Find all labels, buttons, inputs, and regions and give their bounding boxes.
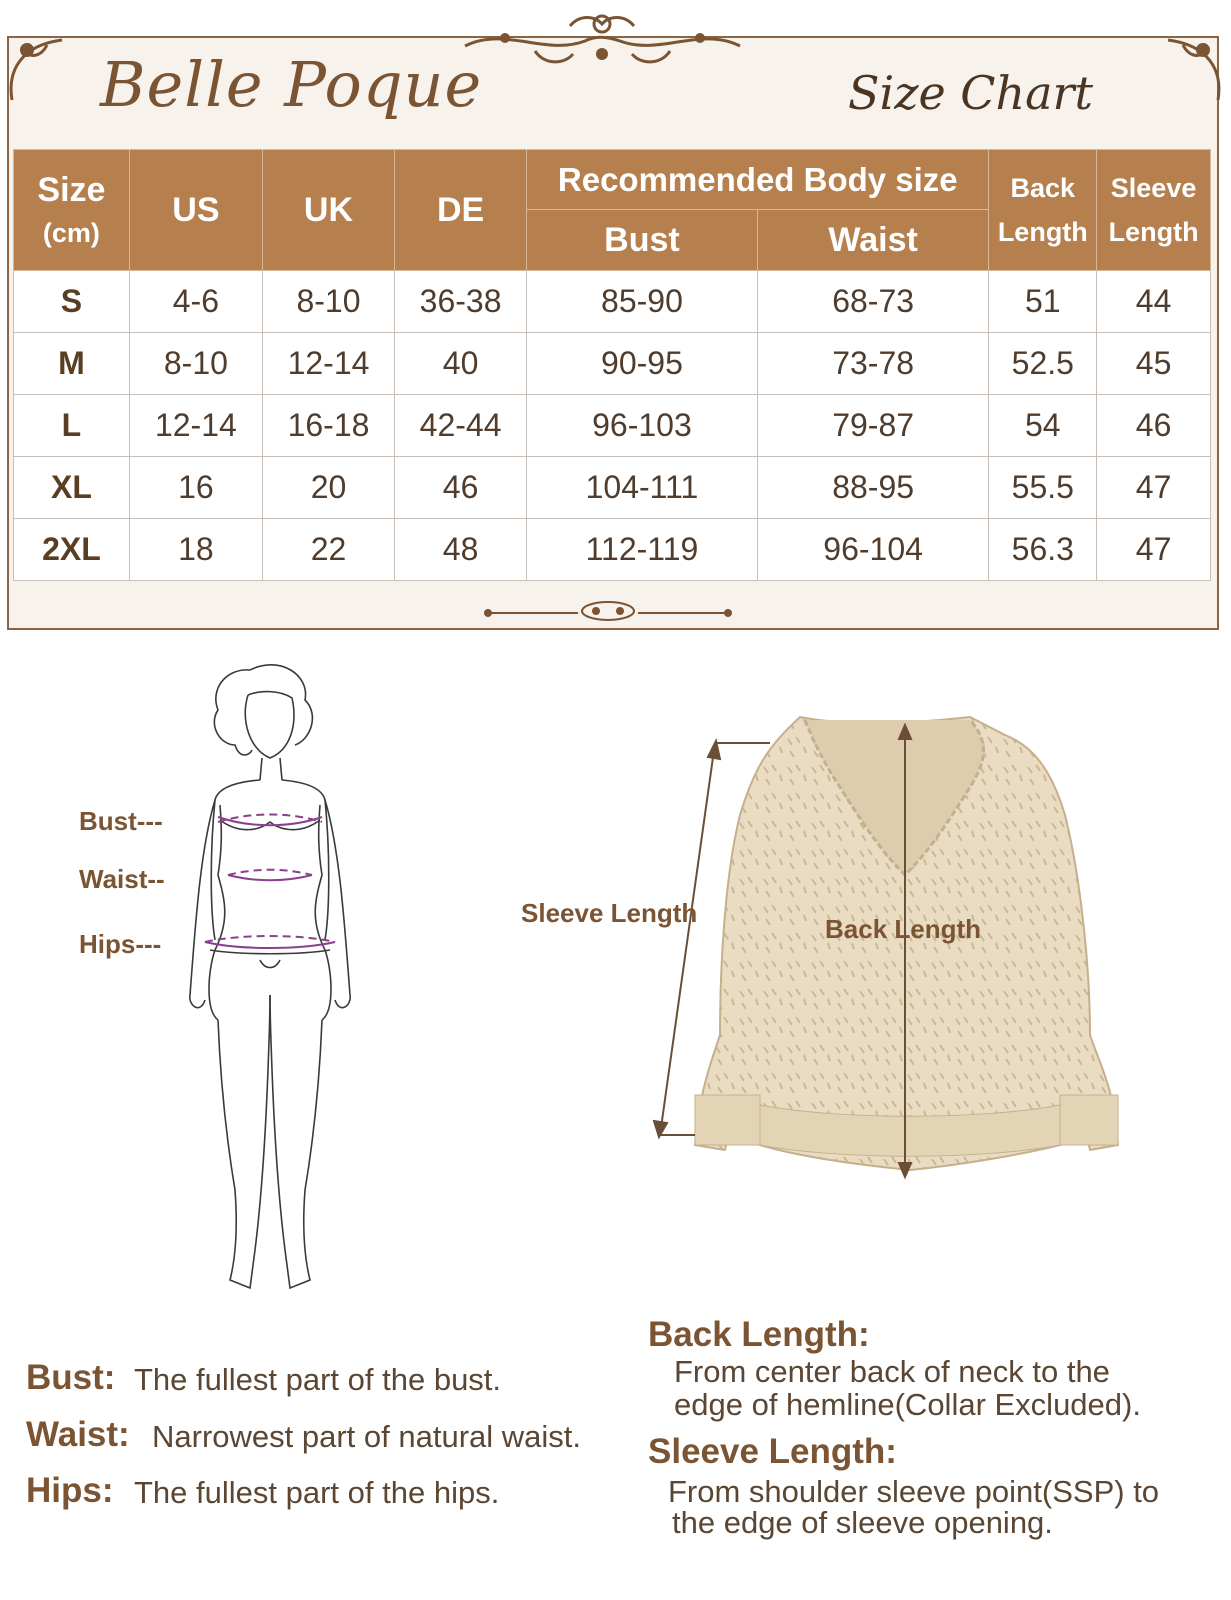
header-us: US (129, 150, 262, 271)
table-cell: 40 (395, 333, 527, 395)
table-cell: 47 (1097, 457, 1211, 519)
bust-definition-text: The fullest part of the bust. (134, 1362, 502, 1397)
header-back-length: Back Length (989, 150, 1097, 271)
waist-definition-text: Narrowest part of natural waist. (152, 1419, 582, 1454)
header-uk: UK (262, 150, 394, 271)
table-cell: 36-38 (395, 271, 527, 333)
waist-label: Waist-- (79, 864, 165, 894)
header-recommended: Recommended Body size (527, 150, 989, 210)
table-cell: 73-78 (757, 333, 989, 395)
table-cell: 12-14 (262, 333, 394, 395)
hips-label: Hips--- (79, 929, 162, 959)
size-cell: 2XL (14, 519, 130, 581)
table-cell: 46 (395, 457, 527, 519)
table-cell: 56.3 (989, 519, 1097, 581)
header-bust: Bust (527, 210, 758, 271)
table-cell: 79-87 (757, 395, 989, 457)
bust-definition-term: Bust: (26, 1358, 116, 1397)
flourish-ornament-top (445, 6, 760, 72)
table-cell: 96-104 (757, 519, 989, 581)
header-de: DE (395, 150, 527, 271)
body-figure-illustration (180, 650, 360, 1300)
header-waist: Waist (757, 210, 989, 271)
table-cell: 52.5 (989, 333, 1097, 395)
table-row (14, 271, 1211, 333)
back-length-definition-term: Back Length: (648, 1315, 870, 1354)
sleeve-length-definition-term: Sleeve Length: (648, 1432, 897, 1471)
header-sleeve-length: Sleeve Length (1097, 150, 1211, 271)
hips-definition-text: The fullest part of the hips. (134, 1475, 500, 1510)
table-cell: 20 (262, 457, 394, 519)
table-row (14, 519, 1211, 581)
corner-ornament-left (2, 30, 82, 110)
size-cell: XL (14, 457, 130, 519)
table-cell: 88-95 (757, 457, 989, 519)
table-cell: 55.5 (989, 457, 1097, 519)
table-cell: 8-10 (129, 333, 262, 395)
table-cell: 96-103 (527, 395, 758, 457)
back-length-definition-line-1: From center back of neck to the (674, 1354, 1110, 1389)
hips-definition-term: Hips: (26, 1471, 114, 1510)
table-cell: 44 (1097, 271, 1211, 333)
brand-logo: Belle Poque (100, 48, 483, 121)
corner-ornament-right (1148, 30, 1228, 110)
table-cell: 85-90 (527, 271, 758, 333)
table-cell: 4-6 (129, 271, 262, 333)
flourish-ornament-bottom (478, 598, 738, 628)
table-cell: 8-10 (262, 271, 394, 333)
table-cell: 45 (1097, 333, 1211, 395)
table-cell: 48 (395, 519, 527, 581)
sleeve-length-definition-line-1: From shoulder sleeve point(SSP) to (668, 1474, 1160, 1509)
back-length-label: Back Length (825, 914, 982, 944)
table-cell: 16 (129, 457, 262, 519)
table-row (14, 333, 1211, 395)
table-cell: 68-73 (757, 271, 989, 333)
table-cell: 22 (262, 519, 394, 581)
size-cell: S (14, 271, 130, 333)
table-cell: 47 (1097, 519, 1211, 581)
waist-definition-term: Waist: (26, 1415, 130, 1454)
table-cell: 46 (1097, 395, 1211, 457)
table-cell: 112-119 (527, 519, 758, 581)
size-table (13, 149, 1211, 581)
table-cell: 104-111 (527, 457, 758, 519)
sleeve-length-label: Sleeve Length (521, 898, 698, 928)
table-row (14, 395, 1211, 457)
page-title: Size Chart (848, 66, 1094, 120)
cardigan-illustration (640, 705, 1130, 1185)
table-row (14, 457, 1211, 519)
table-cell: 54 (989, 395, 1097, 457)
size-cell: M (14, 333, 130, 395)
bust-label: Bust--- (79, 806, 163, 836)
table-cell: 18 (129, 519, 262, 581)
table-cell: 42-44 (395, 395, 527, 457)
table-cell: 90-95 (527, 333, 758, 395)
table-cell: 51 (989, 271, 1097, 333)
back-length-definition-line-2: edge of hemline(Collar Excluded). (674, 1387, 1141, 1422)
table-cell: 12-14 (129, 395, 262, 457)
size-cell: L (14, 395, 130, 457)
table-cell: 16-18 (262, 395, 394, 457)
sleeve-length-definition-line-2: the edge of sleeve opening. (672, 1505, 1053, 1540)
header-size: Size (cm) (14, 150, 130, 271)
